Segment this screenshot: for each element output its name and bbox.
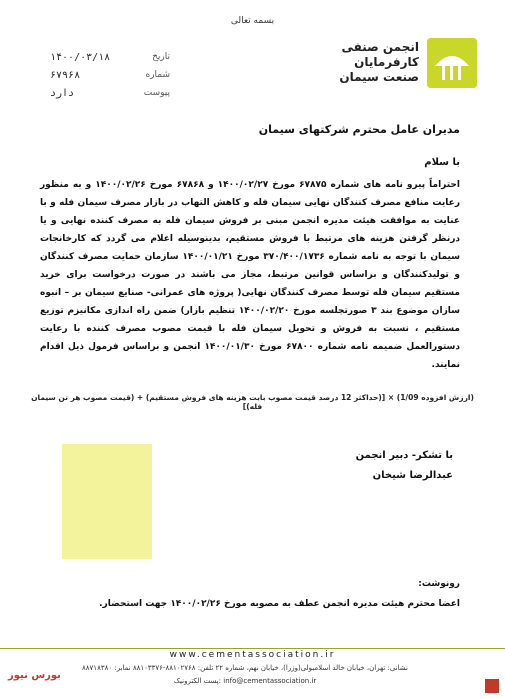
date-label: تاریخ [152, 52, 170, 62]
attachment-value: دارد [50, 87, 75, 99]
number-row [50, 66, 170, 84]
attachment-label: پیوست [143, 88, 170, 98]
signoff: با تشکر- دبیر انجمن [355, 450, 453, 461]
letter-meta [50, 48, 170, 102]
addressee: مدیران عامل محترم شرکتهای سیمان [258, 123, 460, 136]
greeting: با سلام [424, 157, 460, 168]
cc-item: اعضا محترم هیئت مدیره انجمن عطف به مصوبه مورخ ۱۴۰۰/۰۲/۲۶ جهت استحضار. [99, 599, 460, 609]
stamp-seal-icon [62, 444, 152, 559]
bismillah-heading: بسمه تعالی [230, 16, 275, 26]
number-label: شماره [145, 70, 170, 80]
footer-website[interactable]: www.cementassociation.ir [169, 650, 336, 660]
bourse-news-corner-icon [485, 679, 499, 693]
footer-address: نشانی: تهران، خیابان خالد اسلامبولی(وزرا)، خیابان نهم، شماره ۲۲ تلفن: ۸۸۱۰۲۷۶۸-۸۸۱۰۳۳۷۶ نمابر: ۸۸۷۱۸۳۸۰ [82, 664, 408, 672]
footer-email[interactable]: info@cementassociation.ir :پست الکترونیک [173, 677, 317, 685]
org-name [289, 40, 419, 85]
letter-body: احتراماً پیرو نامه های شماره ۶۷۸۷۵ مورخ ۱۴۰۰/۰۲/۲۷ و ۶۷۸۶۸ مورخ ۱۴۰۰/۰۲/۲۶ و به منظور رعایت منافع مصرف کنندگان نهایی سیمان فله و کاهش التهاب در بازار مصرف سیمان فله و با عنایت به موافقت هیئت مدیره انجمن مبنی بر فروش سیمان فله به مصرف کننده نهایی و یا درنظر گرفتن هزینه های مرتبط با فروش مستقیم، بدینوسیله اعلام می گردد که کارخانجات سیمان با توجه به نامه شماره ۳۷۰/۴۰۰/۱۷۳۶ مورخ ۱۴۰۰/۰۱/۲۱ سازمان حمایت مصرف کنندگان و تولیدکنندگان و براساس قوانین مرتبط، مجاز می باشند در صورت درخواست برای خرید مستقیم سیمان فله توسط مصرف کنندگان نهایی( پروژه های عمرانی- صنایع سیمان بر – انبوه سازان موضوع بند ۳ صورتجلسه مورخ ۱۴۰۰/۰۲/۲۰ تنظیم بازار) ضمن راه اندازی مکانیزم توزیع مستقیم ، نسبت به فروش و تحویل سیمان فله با قیمت مصوب مصرف کننده با رعایت دستورالعمل ضمیمه نامه شماره ۶۷۸۰۰ مورخ ۱۴۰۰/۰۱/۳۰ انجمن و براساس فرمول ذیل اقدام نمایند. [40, 180, 460, 370]
cc-heading: رونوشت: [418, 579, 460, 589]
org-name-line: صنعت سیمان [339, 70, 419, 84]
cement-association-logo-icon [427, 38, 477, 88]
org-name-line: انجمن صنفی [341, 40, 419, 54]
attachment-row [50, 84, 170, 102]
pricing-formula: (ارزش افزوده 1/09) × [(حداکثر 12 درصد قیمت مصوب بابت هزینه های فروش مستقیم) + (قیمت مصوب هر تن سیمان فله)] [31, 393, 474, 411]
signer-name: عبدالرضا شیخان [372, 470, 453, 481]
number-value: ۶۷۹۶۸ [50, 69, 81, 81]
watermark: بورس نیوز [8, 670, 61, 681]
date-value: ۱۴۰۰/۰۳/۱۸ [50, 51, 111, 63]
org-name-line: کارفرمایان [354, 55, 419, 69]
date-row [50, 48, 170, 66]
signature-block [356, 446, 453, 486]
